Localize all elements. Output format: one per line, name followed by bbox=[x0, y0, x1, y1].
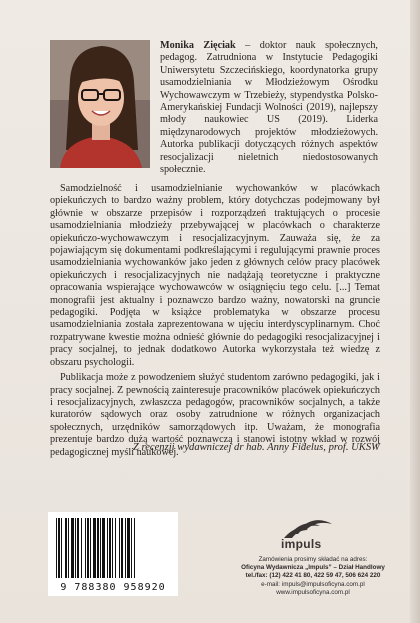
barcode-bar bbox=[107, 518, 108, 578]
barcode-bar bbox=[112, 518, 113, 578]
publisher-logo-text: impuls bbox=[281, 537, 322, 551]
barcode-bar bbox=[115, 518, 116, 578]
barcode-bar bbox=[58, 518, 60, 578]
barcode-bar bbox=[125, 518, 126, 578]
blurb-paragraph-2: Publikacja może z powodzeniem służyć studentom zarówno pedagogiki, jak i pracy socjalnej. Z pewnością zainteresuje pracowników placówek opiekuńczych i resocjalizacyjnych, zwłaszcza pedagogów, pracowników socjalnych, a także kuratorów sądowych oraz osoby zatrudnione w różnych organizacjach społecznych, urzędników samorządowych itp. Uważam, że monografia prezentuje bardzo dużą wartość poznawczą i stanowi istotny wkład w rozwój pedagogicznej myśli naukowej. bbox=[50, 372, 380, 458]
barcode-bar bbox=[109, 518, 111, 578]
barcode-bar bbox=[71, 518, 74, 578]
barcode-bar bbox=[102, 518, 105, 578]
blurb-paragraph-1: Samodzielność i usamodzielnianie wychowanków w placówkach opiekuńczych to bardzo ważny problem, który dotychczas podejmowany był głównie w obszarze przepisów i rozporządzeń traktujących o procesie usamodzielniania młodzieży przebywającej w placówkach o charakterze opiekuńczo-wychowawczym i resocjalizacyjnym. Zauważa się, że za pojawiającym się dokumentami podkreślającymi i regulującymi prawnie proces usamodzielniania wychowanków jako jeden z głównych celów pracy placówek opiekuńczych i resocjalizacyjnych nie nadążają teoretyczne i praktyczne opracowania wspierające wychowawców w osiągnięciu tego celu. [...] Temat monografii jest aktualny i poznawczo bardzo ważny, nowatorski na gruncie pedagogiki. Podjęta w książce problematyka w obszarze procesu usamodzielniania została zaprezentowana w ujęciu interdyscyplinarnym. Choć rozpatrywane kwestie można odnieść głównie do pedagogiki resocjalizacyjnej i pracy socjalnej, to jednak dodatkowo Autorka wykorzystała też wiedzę z obszaru psychologii. bbox=[50, 183, 380, 368]
barcode-bar bbox=[81, 518, 82, 578]
author-name: Monika Zięciak bbox=[160, 40, 236, 51]
barcode-bar bbox=[134, 518, 135, 578]
contact-line: tel./fax: (12) 422 41 80, 422 59 47, 506 624 220 bbox=[245, 572, 381, 580]
barcode-bar bbox=[127, 518, 130, 578]
barcode-bar bbox=[77, 518, 79, 578]
author-photo bbox=[50, 40, 150, 168]
barcode-bar bbox=[90, 518, 91, 578]
cover-edge bbox=[410, 0, 420, 623]
publisher-contact bbox=[238, 556, 388, 597]
contact-line: e-mail: impuls@impulsoficyna.com.pl bbox=[261, 580, 365, 588]
blurb-body bbox=[50, 183, 380, 459]
barcode-bar bbox=[65, 518, 67, 578]
barcode-bar bbox=[100, 518, 101, 578]
barcode-bar bbox=[131, 518, 132, 578]
review-attribution: Z recenzji wydawniczej dr hab. Anny Fidelus, prof. UKSW bbox=[132, 442, 380, 453]
author-bio-text: – doktor nauk społecznych, pedagog. Zatrudniona w Instytucie Pedagogiki Uniwersytetu Szczecińskiego, koordynatorka grupy usamodzielniania w Młodzieżowym Ośrodku Wychowawczym w Trzebieży, stypendystka Polsko-Amerykańskiej Fundacji Wolności (2019), najlepszy młody naukowiec US (2019). Liderka międzynarodowych projektów młodzieżowych. Autorka publikacji dotyczących różnych aspektów resocjalizacji nieletnich niedostosowanych społecznie. bbox=[160, 40, 378, 176]
isbn-number: 9 788380 958920 bbox=[60, 582, 166, 593]
contact-line: www.impulsoficyna.com.pl bbox=[276, 588, 350, 596]
barcode-bar bbox=[119, 518, 120, 578]
author-bio bbox=[160, 40, 378, 176]
isbn-barcode bbox=[48, 512, 178, 596]
barcode-bar bbox=[87, 518, 89, 578]
barcode-bar bbox=[93, 518, 96, 578]
barcode-bar bbox=[56, 518, 57, 578]
barcode-bar bbox=[75, 518, 76, 578]
barcode-bar bbox=[68, 518, 69, 578]
barcode-bar bbox=[121, 518, 123, 578]
barcode-bar bbox=[61, 518, 62, 578]
barcode-bar bbox=[85, 518, 86, 578]
contact-line: Oficyna Wydawnicza „Impuls” – Dział Handlowy bbox=[241, 564, 385, 572]
barcode-bars bbox=[54, 518, 172, 578]
barcode-bar bbox=[97, 518, 99, 578]
contact-line: Zamówienia prosimy składać na adres: bbox=[258, 556, 368, 563]
author-portrait-illustration bbox=[50, 40, 150, 168]
